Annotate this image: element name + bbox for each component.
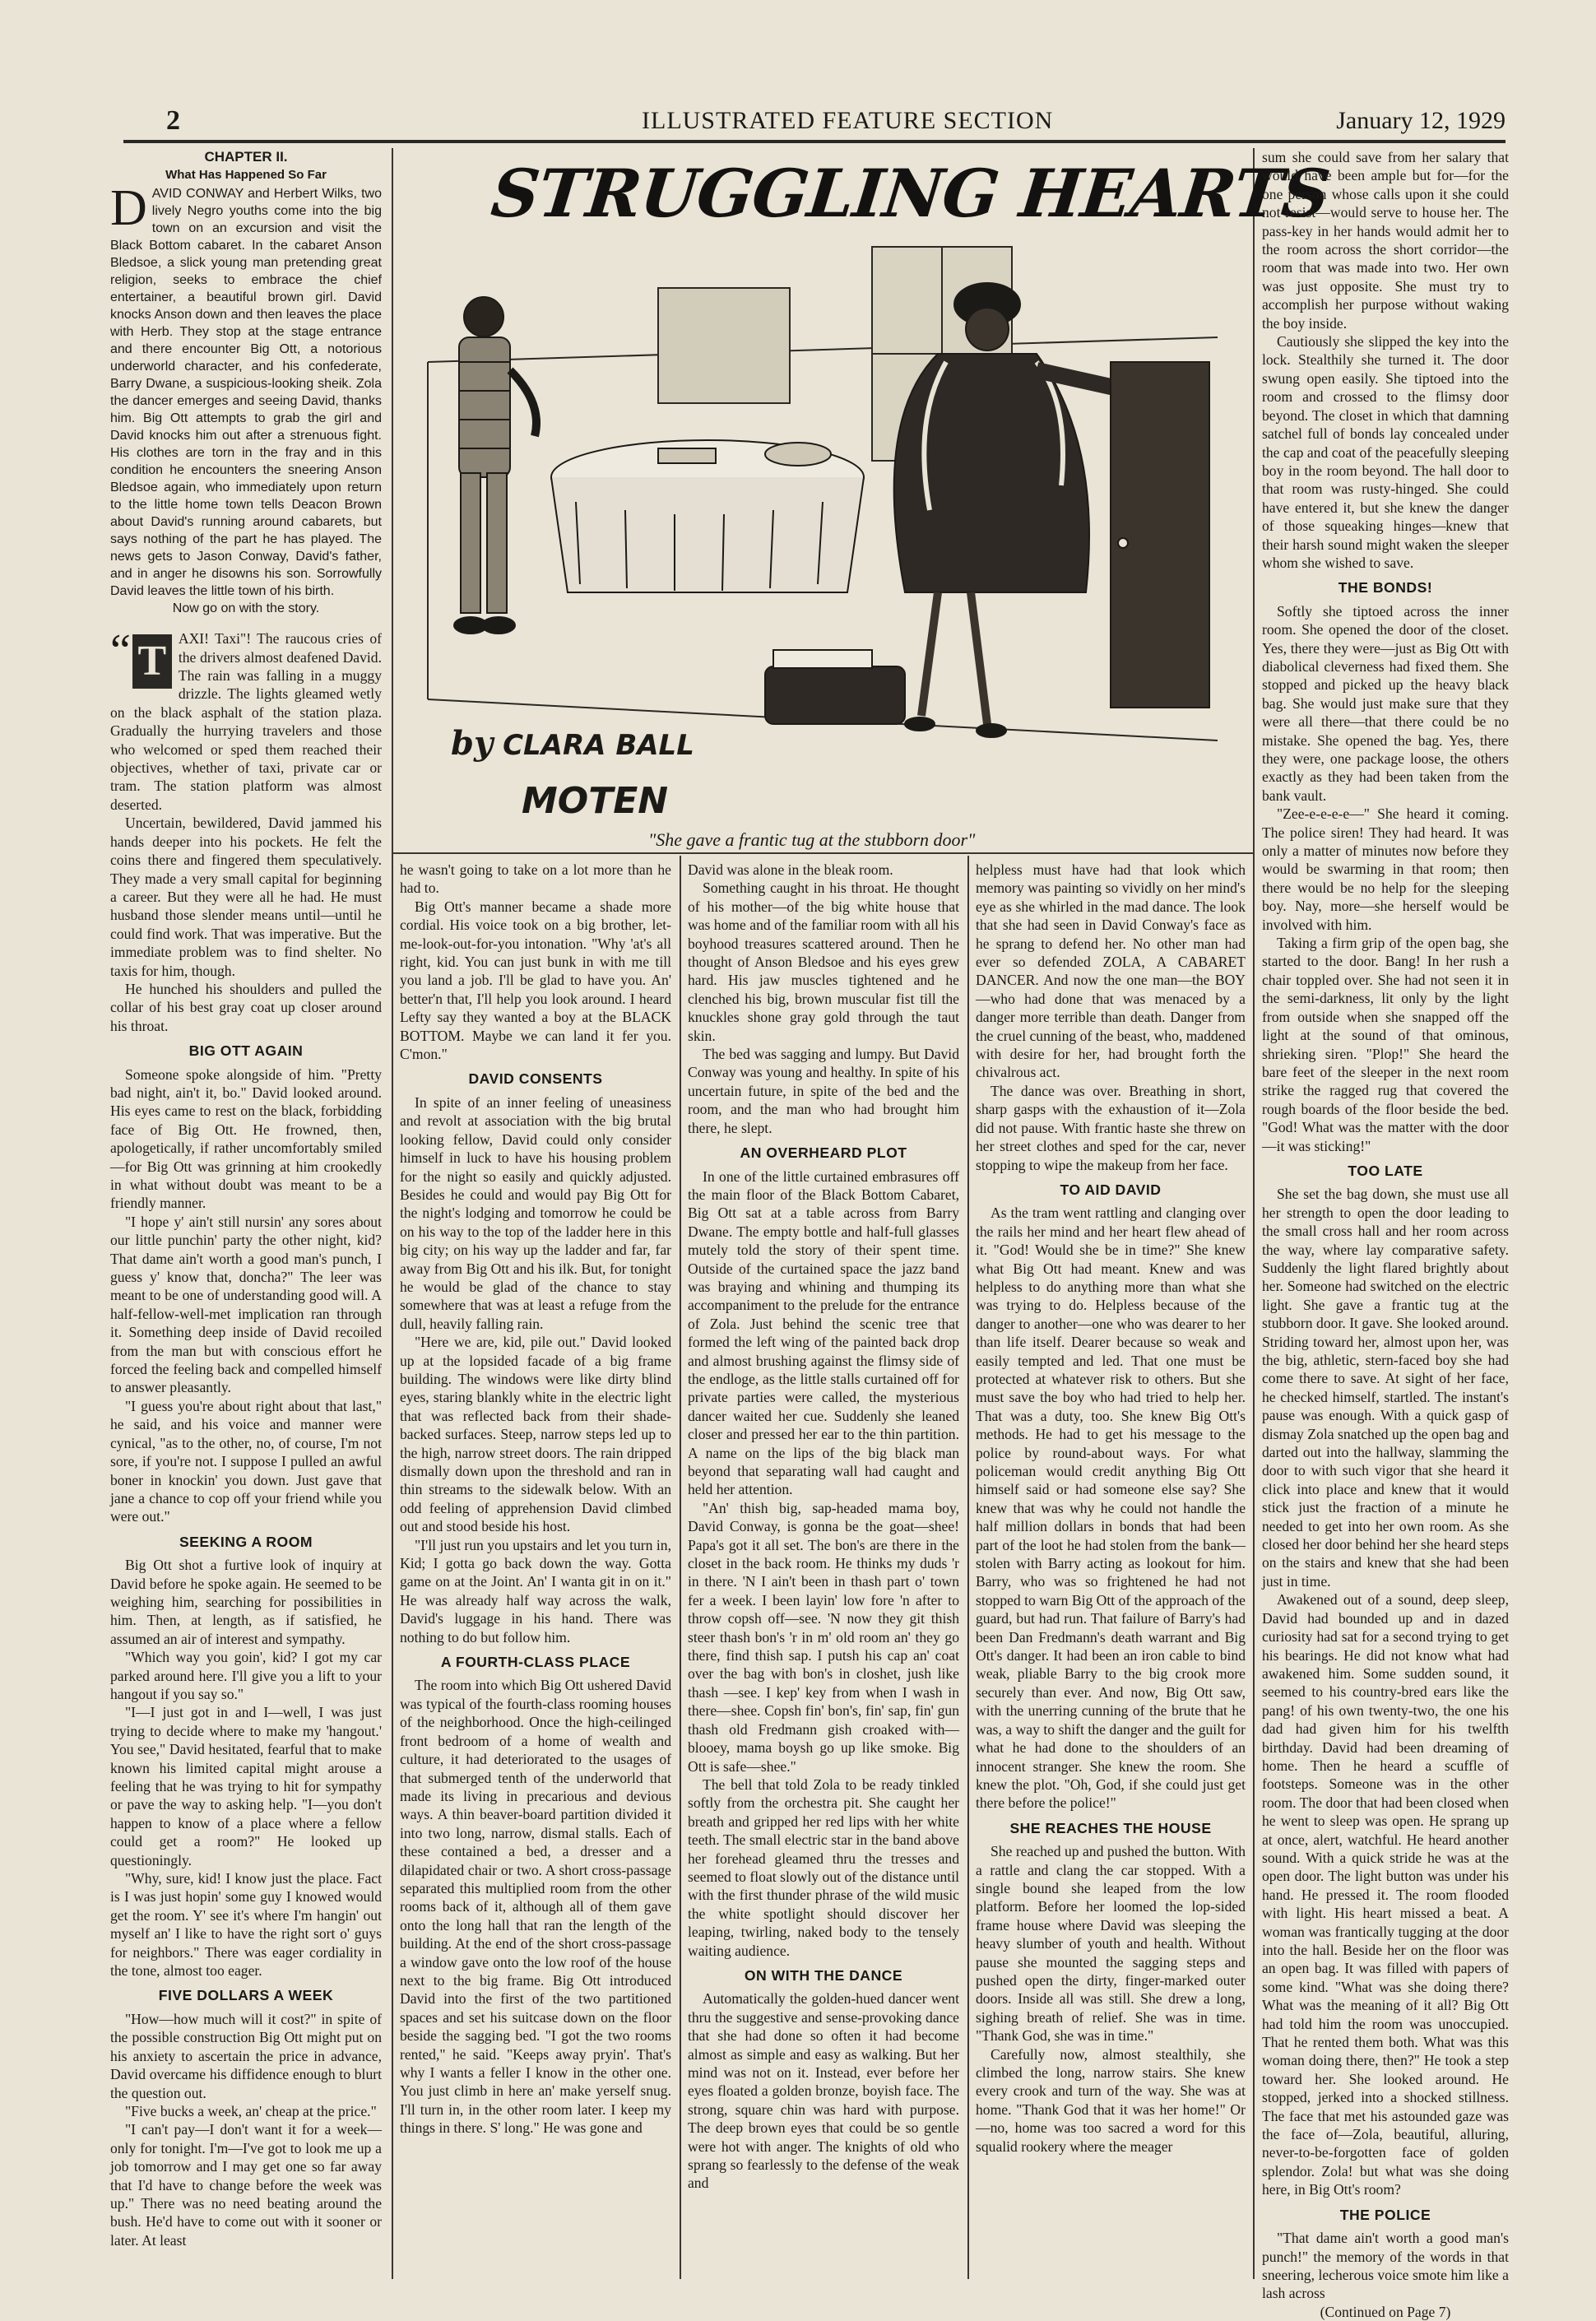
subheading: THE POLICE bbox=[1339, 2206, 1431, 2223]
illustration-bottom-rule bbox=[392, 852, 1254, 854]
issue-date: January 12, 1929 bbox=[1336, 107, 1506, 134]
paragraph: "That dame ain't worth a good man's punch!" the memory of the words in that sneering, lecherous voice smote him like a lash across bbox=[1262, 2230, 1509, 2302]
summary-text bbox=[110, 179, 382, 600]
paragraph: sum she could save from her salary that would have been ample but for—for the one person whose calls upon it she could not resist—would serve to house her. The pass-key in her hands would admit her to the room across the short corridor—the room that was made into two. Her own was just opposite. She must try to accomplish her purpose without waking the boy inside. bbox=[1262, 149, 1509, 332]
subheading: FIVE DOLLARS A WEEK bbox=[158, 1987, 334, 2004]
subheading: A FOURTH-CLASS PLACE bbox=[440, 1654, 631, 1671]
paragraph: Uncertain, bewildered, David jammed his hands deeper into his pockets. He felt the coins there and fingered them speculatively. They made a very small capital for beginning a career. But they were all he had. He must husband those slender means until—until he could find work. That was imperative. But the immediate problem was to find shelter. No taxis for him, though. bbox=[110, 815, 382, 979]
paragraph: The dance was over. Breathing in short, sharp gasps with the exhaustion of it—Zola did not pause. With frantic haste she threw on her street clothes and sped for the car, never stopping to wipe the makeup from her face. bbox=[976, 1082, 1246, 1173]
summary-body: AVID CONWAY and Herbert Wilks, two lively Negro youths come into the big town on an excursion and visit the Black Bottom cabaret. In the cabaret Anson Bledsoe, a slick young man pretending great religion, seeks to embrace the chief entertainer, a beautiful brown girl. David knocks Anson down and then leaves the place with Herb. They stop at the stage entrance and there encounter Big Ott, a notorious underworld character, and his confederate, Barry Dwane, a suspicious-looking sheik. Zola the dancer emerges and seeing David, thanks him. Big Ott attempts to grab the girl and David knocks him out after a strenuous fight. His clothes are torn in the fray and in this condition he encounters the sneering Anson Bledsoe again, who immediately upon return to the little home town tells Deacon Brown about David's running around cabarets, but says nothing of the part he has played. The news gets to Jason Conway, David's father, and in anger he disowns his son. Sorrowfully David leaves the little town of his birth. bbox=[110, 186, 382, 598]
opening-paragraph bbox=[110, 625, 382, 814]
paragraph: Big Ott shot a furtive look of inquiry at David before he spoke again. He seemed to be weighing him, searching for possibilities in him. Then, at length, as if satisfied, he assumed an air of interest and sympathy. bbox=[110, 1557, 382, 1647]
column-1 bbox=[110, 148, 382, 2275]
paragraph: "Zee-e-e-e-e—" She heard it coming. The police siren! They had heard. It was only a matter of minutes now before they would be swarming in that room; then there would be no help for the sleeping boy. Nay, more—she herself would be involved with him. bbox=[1262, 805, 1509, 933]
column-2 bbox=[400, 861, 671, 2276]
drop-cap: D bbox=[110, 179, 147, 236]
door bbox=[1111, 362, 1209, 708]
paragraph: She set the bag down, she must use all her strength to open the door leading to the small cross hall and her room across the way, where lay comparative safety. Suddenly the light flared brightly about her. Someone had switched on the electric light. She gave a frantic tug at the stubborn door. It gave. She looked around. Striding toward her, almost upon her, was the big, athletic, stern-faced boy she had come there to save. At sight of her face, he checked himself, startled. The instant's pause was enough. With a quick gasp of dismay Zola snatched up the open bag and darted out into the hallway, slamming the door to with such vigor that she heard it click into place and knew that it would stick just the fraction of a minute he needed to get into her own room. As she closed her door behind her she heard steps on the stairs and knew that she had been just in time. bbox=[1262, 1186, 1509, 1590]
page-number: 2 bbox=[166, 105, 180, 136]
paragraph: In spite of an inner feeling of uneasiness and revolt at association with the big brutal looking fellow, David could only consider himself in luck to have his housing problem for the night so easily and quickly adjusted. Besides he could and would pay Big Ott for the night's lodging and tomorrow he could be on his way to the top of the ladder here in this big city; on his way up the ladder and far, far away from Big Ott and his ilk. But, for tonight he would be glad of the chance to stay somewhere that was at least a refuge from the dull, heavily falling rain. bbox=[400, 1093, 671, 1332]
paragraph: Taking a firm grip of the open bag, she started to the door. Bang! In her rush a chair toppled over. She had not seen it in the semi-darkness, lit only by the light from outside when she snapped off the light at the sound of that ominous, shrieking siren. "Plop!" She heard the bare feet of the sleeper in the next room strike the ragged rug that covered the rough boards of the floor beside the bed. "God! What was the matter with the door—it was sticking!" bbox=[1262, 935, 1509, 1154]
paragraph: "Here we are, kid, pile out." David looked up at the lopsided facade of a big frame building. The windows were like dirty blind eyes, staring blankly white in the electric light that was reflected back from their shade-backed surfaces. Steep, narrow steps led up to the high, narrow street doors. The rain dripped dismally down upon the threshold and ran in thin streams to the sidewalk below. With an odd feeling of apprehension David climbed out and stood beside his host. bbox=[400, 1334, 671, 1535]
paragraph: Something caught in his throat. He thought of his mother—of the big white house that was home and of the familiar room with all his boyhood treasures scattered around. Then he thought of Anson Bledsoe and his eyes grew hard. His jaw muscles tightened and he clenched his big, brown muscular fist till the knuckles shone gray gold through the taut skin. bbox=[688, 880, 959, 1044]
paragraph: "Why, sure, kid! I know just the place. Fact is I was just hopin' some guy I knowed would get the room. Y' see it's where I'm hangin' out myself an' I like to have the right sort o' guys for neighbors." There was eager cordiality in the tone, almost too eager. bbox=[110, 1870, 382, 1980]
byline-by: by bbox=[451, 724, 494, 763]
opening-text: AXI! Taxi"! The raucous cries of the drivers almost deafened David. The rain was falling in a muggy drizzle. The lights gleamed wetly on the black asphalt of the station plaza. Gradually the hurrying travelers and those who welcomed or sped them reached their objectives, whether of taxi, private car or tram. The station platform was almost deserted. bbox=[110, 630, 382, 813]
now-go-on: Now go on with the story. bbox=[172, 601, 320, 615]
column-3 bbox=[688, 861, 959, 2276]
paragraph: "I hope y' ain't still nursin' any sores about our little punchin' party the other night, kid? That dame ain't worth a good man's punch, I guess y' know that, doncha?" The leer was meant to be one of understanding good will. A half-fellow-well-met implication ran through it. Something deep inside of David recoiled from the man but with conscious effort he forced the feeling back and compelled himself to answer pleasantly. bbox=[110, 1213, 382, 1396]
paragraph: He hunched his shoulders and pulled the collar of his best gray coat up closer around his throat. bbox=[110, 980, 382, 1034]
column-5 bbox=[1262, 148, 1509, 2320]
column-divider bbox=[967, 856, 969, 2279]
byline bbox=[451, 724, 694, 763]
paragraph: Cautiously she slipped the key into the lock. Stealthily she turned it. The door swung open easily. She tiptoed into the room and crossed to the flimsy door beyond. The closet in which that damning satchel full of bonds lay concealed under the cap and coat of the peacefully sleeping boy in the room beyond. The hall door to that room was rusty-hinged. She could have entered it, but she knew the danger of those squeaking hinges—knew that their harsh sound might waken the sleeper whom she wished to save. bbox=[1262, 333, 1509, 571]
subheading: DAVID CONSENTS bbox=[468, 1070, 603, 1088]
paragraph: "I'll just run you upstairs and let you turn in, Kid; I gotta go back down the way. Gotta game on at the Joint. An' I wanta git in on it." He was already half way across the walk, David's luggage in his hand. There was nothing to do but follow him. bbox=[400, 1536, 671, 1646]
paragraph: "Which way you goin', kid? I got my car parked around here. I'll give you a lift to your hangout if you say so." bbox=[110, 1649, 382, 1702]
paragraph: "I—I just got in and I—well, I was just trying to decide where to make my 'hangout.' You see," David hesitated, fearful that to make known his limited capital might arouse a feeling that he was trying to hit for sympathy or pave the way to asking help. "I—you don't happen to know of a place where a fellow could get a room?" He looked up questioningly. bbox=[110, 1704, 382, 1868]
paragraph: The bed was sagging and lumpy. But David Conway was young and healthy. In spite of his uncertain future, in spite of the bed and the room, and the man who had brought him there, he slept. bbox=[688, 1046, 959, 1136]
paragraph: Someone spoke alongside of him. "Pretty bad night, ain't it, bo." David looked around. His eyes came to rest on the black, forbidding face of Big Ott. He frowned, then, apologetically, if rather uncomfortably smiled—for Big Ott was grinning at him crookedly in what without doubt was meant to be a friendly manner. bbox=[110, 1065, 382, 1212]
subheading: ON WITH THE DANCE bbox=[744, 1966, 903, 1984]
paragraph: Softly she tiptoed across the inner room. She opened the door of the closet. Yes, there they were—just as Big Ott with diabolical cleverness had fixed them. She stopped and picked up the heavy black bag. She would just make sure that they were all there—that there could be no mistake. She opened the bag. Yes, there they were, one package loose, the others exactly as they had been taken from the bank vault. bbox=[1262, 602, 1509, 804]
paragraph: "How—how much will it cost?" in spite of the possible construction Big Ott might put on his anxiety to ascertain the price in advance, David overcame his diffidence enough to blurt the question out. bbox=[110, 2010, 382, 2101]
open-quote: “ bbox=[110, 625, 131, 677]
paragraph: Awakened out of a sound, deep sleep, David had bounded up and in dazed curiosity had sat for a second trying to get his bearings. He did not know what had awakened him. Some sudden sound, it seemed to his country-bred ears like the pang! of his own twenty-two, the one his dad had given him for his twelfth birthday. David had been dreaming of home. Then he heard a scuffle of footsteps. Someone was in the other room. The door that had been closed when he went to sleep was open. He sprang up at once, alert, watchful. He heard another sound. With a quick stride he was at the open door. The light button was under his hand. He pressed it. The room flooded with light. His heart missed a beat. A woman was frantically tugging at the door into the hall. Beside her on the floor was an open bag. It was filled with papers of some kind. "What was she doing there? What was the meaning of it all? Big Ott had told him the room was unoccupied. That he rented them both. What was this woman doing there, then?" He took a step toward her. She looked around. He stopped, jerked into a shocked stillness. The face that met his astounded gaze was the face of—Zola, beautiful, alluring, never-to-be-forgotten face of golden splendor. Zola! but what was she doing here, in Big Ott's room? bbox=[1262, 1591, 1509, 2198]
paragraph: "I can't pay—I don't want it for a week—only for tonight. I'm—I've got to look me up a job tomorrow and I may get one so far away that I'd have to change before the week was up." There was no need beating around the bush. He'd have to come out with it sooner or later. At least bbox=[110, 2121, 382, 2249]
summary-heading: What Has Happened So Far bbox=[165, 168, 327, 183]
subheading: THE BONDS! bbox=[1338, 579, 1433, 596]
paragraph: "Five bucks a week, an' cheap at the price." bbox=[125, 2102, 377, 2119]
paragraph: David was alone in the bleak room. bbox=[688, 861, 893, 878]
subheading: TOO LATE bbox=[1348, 1162, 1423, 1179]
paragraph: Big Ott's manner became a shade more cordial. His voice took on a big brother, let-me-look-out-for-you intonation. "Why 'at's all right, kid. You can just bunk in with me till you land a job. I'll be glad to have you. An' better'n that, I'll help you look around. I heard Lefty say they wanted a boy at the BLACK BOTTOM. Maybe we can land it fer you. C'mon." bbox=[400, 898, 671, 1063]
subheading: TO AID DAVID bbox=[1060, 1181, 1162, 1198]
paragraph: "I guess you're about right about that last," he said, and his voice and manner were cynical, "as to the other, no, of course, I'm not sore, if you're not. I suppose I pulled an awful boner in knockin' you down. Just gave that jane a chance to cop off your friend while you were out." bbox=[110, 1397, 382, 1525]
subheading: BIG OTT AGAIN bbox=[188, 1042, 304, 1060]
column-4 bbox=[976, 861, 1246, 2276]
subheading: AN OVERHEARD PLOT bbox=[740, 1144, 907, 1162]
paragraph: The room into which Big Ott ushered David was typical of the fourth-class rooming houses of the neighborhood. Once the high-ceilinged front bedroom of a home of wealth and culture, it had deteriorated to the usages of that submerged tenth of the underworld that made its living in precarious and devious ways. A thin beaver-board partition divided it into two long, narrow, dismal stalls. Each of these contained a bed, a dresser and a dilapidated chair or two. A short cross-passage separated this multiplied room from the other rooms back of it, although all of them gave onto the long hall that ran the length of the building. At the end of the short cross-passage a window gave onto the low roof of the house next to the big frame. Big Ott introduced David into the first of the two partitioned spaces and set his suitcase down on the floor beside the sagging bed. "I got the two rooms rented," he said. "Keeps away pryin'. That's why I wants a feller I know in the other one. You just climb in here an' make yerself snug. I'll turn in, in the other room later. I keep my things in there. S' long." He was gone and bbox=[400, 1677, 671, 2137]
paragraph: he wasn't going to take on a lot more than he had to. bbox=[400, 861, 671, 897]
page-header bbox=[123, 105, 1506, 142]
illustration-caption: "She gave a frantic tug at the stubborn door" bbox=[648, 829, 976, 850]
ornamental-drop-cap: T bbox=[132, 634, 172, 689]
author-name-last: MOTEN bbox=[522, 780, 669, 822]
paragraph: She reached up and pushed the button. With a rattle and clang the car stopped. With a single bound she leaped from the low platform. Before her loomed the lop-sided frame house where David was sleeping the heavy slumber of youth and health. Without pause she mounted the sagging steps and pushed open the dirty, finger-marked outer doors. Inside all was still. She drew a long, sighing breath of relief. She was in time. "Thank God, she was in time." bbox=[976, 1843, 1246, 2045]
story-title: STRUGGLING HEARTS bbox=[488, 155, 1334, 232]
continued-note: (Continued on Page 7) bbox=[1320, 2303, 1451, 2320]
paragraph: Automatically the golden-hued dancer went thru the suggestive and sense-provoking dance that she had done so often it had become almost as simple and easy as walking. But her mind was not on it. Instead, ever before her eyes floated a golden bronze, boyish face. The strong, square chin was hard with purpose. The deep brown eyes that could be so gentle were hot with anger. The knights of old who sprang so fearlessly to the defense of the weak and bbox=[688, 1990, 959, 2192]
subheading: SEEKING A ROOM bbox=[179, 1533, 313, 1550]
paragraph: The bell that told Zola to be ready tinkled softly from the orchestra pit. She caught her breath and gripped her red lips with her white teeth. The small electric star in the band above her forehead gleamed thru the tresses and seemed to float slowly out of the distance until with the first thunder phrase of the wild music the white spotlight should discover her leaping, twirling, naked body to the tensely waiting audience. bbox=[688, 1776, 959, 1959]
column-divider bbox=[680, 856, 681, 2279]
column-divider bbox=[1253, 148, 1255, 2279]
paragraph: helpless must have had that look which memory was painting so vividly on her mind's eye as she whirled in the mad dance. The look that she had seen in David Conway's face as he sprang to defend her. No other man had ever so defended ZOLA, A CABARET DANCER. And now the one man—the BOY—who had done that was menaced by a danger more terrible than death. Danger from the cruel cunning of the beast, who, maddened with desire for her, had brought forth the chivalrous act. bbox=[976, 861, 1246, 1081]
paragraph: In one of the little curtained embrasures off the main floor of the Black Bottom Cabaret, Big Ott sat at a table across from Barry Dwane. The empty bottle and half-full glasses mutely told the story of their spent time. Outside of the curtained space the jazz band was braying and whining and thumping its accompaniment to the prelude for the entrance of Zola. Just behind the scenic tree that formed the left wing of the painted back drop and almost brushing against the flimsy side of the endloge, as the little stalls curtained off for private parties were called, the mysterious dancer waited her cue. Suddenly she leaned closer and pressed her ear to the thin partition. A name on the lips of the big black man beyond that separating wall had caught and held her attention. bbox=[688, 1167, 959, 1498]
paragraph: As the tram went rattling and clanging over the rails her mind and her heart flew ahead of it. "God! Would she be in time?" She knew what Big Ott had meant. Knew and was helpless to do anything more than what she was trying to do. Helpless because of the danger to another—one who was dearer to her than life itself. Dearer because so weak and easily tempted and led. That one must be protected at whatever risk to others. But she must save the boy who had tried to help her. That was a duty, too. She knew Big Ott's methods. He had to get his message to the police by round-about ways. For what policeman would credit anything Big Ott himself said or had someone else say? She knew that was why he could not handle the half million dollars in bonds that had been part of the loot he had stolen from the bank—stolen with Barry acting as lookout for him. Barry, who was so frightened he had not stopped to warn Big Ott of the approach of the guard, but had run. That failure of Barry's had been Dan Fredmann's death warrant and Big Ott's danger. It had been an iron cable to bind weak, pliable Barry to the big crook more securely than ever. And now, Big Ott saw, with the unerring cunning of the brute that he was, a way to shift the danger and the guilt for what he had done to the shoulders of an innocent stranger. She knew the room. She knew the plot. "Oh, God, if she could just get there before the police!" bbox=[976, 1205, 1246, 1812]
subheading: SHE REACHES THE HOUSE bbox=[1009, 1819, 1212, 1836]
section-title: ILLUSTRATED FEATURE SECTION bbox=[642, 107, 1054, 134]
paragraph: Carefully now, almost stealthily, she climbed the long, narrow stairs. She knew every crook and turn of the way. She was at home. "Thank God that it was her home!" Or—no, home was too sacred a word for this squalid rookery where the meager bbox=[976, 2045, 1246, 2155]
header-rule bbox=[123, 140, 1506, 143]
table bbox=[551, 440, 864, 592]
column-divider bbox=[392, 148, 393, 2279]
chapter-heading: CHAPTER II. bbox=[204, 149, 288, 165]
author-name-first: CLARA BALL bbox=[503, 729, 694, 762]
paragraph: "An' thish big, sap-headed mama boy, David Conway, is gonna be the goat—shee! Papa's got it all set. The bon's are there in the closet in the back room. He thinks my duds 'r in there. 'N I ain't been in thash part o' town fer a week. I been layin' low fore 'n after to throw copsh off—see. 'N now they git thish steer thash bon's 'r in m' old room an' they go there, find thish sap. I putsh his cap an' coat over the bag with bon's in closhet, jush like thash —see. I kep' key from when I wash in there—shee. Copsh fin' bon's, fin' sap, fin' gun thash old Fredmann gish croaked with—blooey, mama boysh go up like smoke. Big Ott is safe—shee." bbox=[688, 1499, 959, 1775]
